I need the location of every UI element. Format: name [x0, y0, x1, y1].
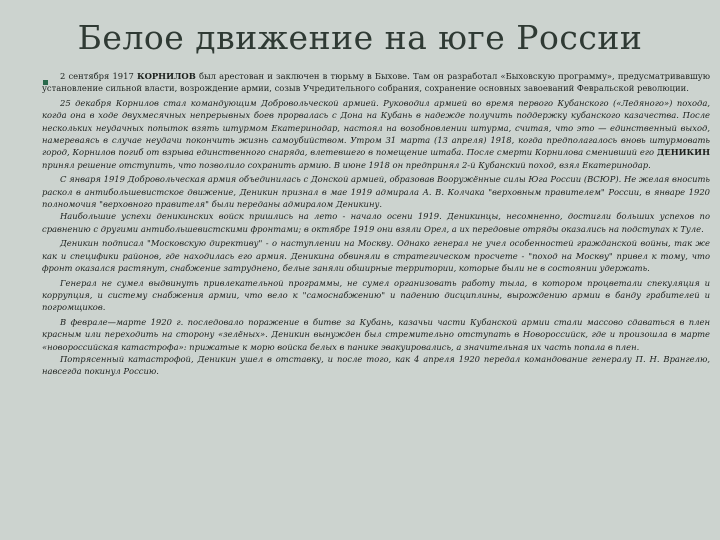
paragraph-text: В феврале—марте 1920 г. последовало поражение в битве за Кубань, казачьи части Кубанской армии стали массово сдаваться в плен красным или переходить на сторону «зелёных». Деникин вынужден был стремительно отступать в Новороссийск, где и произошла в марте «новороссийская катастрофа»: прижатые к морю войска белых в панике эвакуировались, а значительная их часть попала в плен. [42, 316, 710, 352]
paragraph-8 [42, 353, 710, 378]
emphasized-name: ДЕНИКИН [656, 147, 710, 158]
paragraph-text: 2 сентября 1917 [60, 71, 137, 81]
paragraph-text: Генерал не сумел выдвинуть привлекательной программы, не сумел организовать работу тыла, в котором процветали спекуляция и коррупция, и систему снабжения армии, что вело к "самоснабжению" и падению дисциплины, вырождению армии в банду грабителей и погромщиков. [42, 277, 710, 313]
paragraph-7 [42, 316, 710, 353]
paragraph-3 [42, 173, 710, 210]
paragraph-1 [42, 70, 710, 95]
paragraph-text: 25 декабря Корнилов стал командующим Добровольческой армией. Руководил армией во время первого Кубанского («Ледяного») похода, когда она в ходе двухмесячных непрерывных боев прорвалась с Дона на Кубань в надежде получить поддержку кубанского казачества. После нескольких неудачных попыток взять штурмом Екатеринодар, настоял на возобновлении штурма, считая, что это — единственный выход, намереваясь в случае неудачи покончить жизнь самоубийством. Утром 31 марта (13 апреля) 1918, когда предполагалось вновь штурмовать город, Корнилов погиб от взрыва единственного снаряда, влетевшего в помещение штаба. После смерти Корнилова сменивший его [42, 97, 710, 158]
paragraph-text: принял решение отступить, что позволило сохранить армию. В июне 1918 он предпринял 2-й Кубанский поход, взял Екатеринодар. [42, 159, 651, 170]
slide-title: Белое движение на юге России [77, 18, 643, 57]
emphasized-name: КОРНИЛОВ [136, 71, 196, 81]
paragraph-2 [42, 97, 710, 171]
paragraph-text: Потрясенный катастрофой, Деникин ушел в отставку, и после того, как 4 апреля 1920 передал командование генералу П. Н. Врангелю, навсегда покинул Россию. [42, 353, 710, 377]
paragraph-text: Деникин подписал "Московскую директиву" - о наступлении на Москву. Однако генерал не учел особенностей гражданской войны, так же как и специфики районов, где находилась его армия. Деникина обвиняли в стратегическом просчете - "поход на Москву" привел к тому, что фронт оказался растянут, снабжение затруднено, белые заняли обширные территории, которые были не в состоянии удержать. [42, 238, 710, 274]
paragraph-4 [42, 210, 710, 235]
paragraph-text: был арестован и заключен в тюрьму в Быхове. Там он разработал «Быховскую программу», предусматривавшую установление сильной власти, возрождение армии, созыв Учредительного собрания, сохранение основных завоеваний Февральской революции. [42, 71, 710, 94]
paragraph-text: Наибольшие успехи деникинских войск пришлись на лето - начало осени 1919. Деникинцы, несомненно, достигли больших успехов по сравнению с другими антибольшевистскими фронтами; в октябре 1919 они взяли Орел, а их передовые отряды оказались на подступах к Туле. [42, 211, 710, 234]
paragraph-6 [42, 277, 710, 314]
slide-body [42, 70, 710, 378]
paragraph-text: С января 1919 Добровольческая армия объединилась с Донской армией, образовав Вооружённые силы Юга России (ВСЮР). Не желая вносить раскол в антибольшевистское движение, Деникин признал в мае 1919 адмирала А. В. Колчака "верховным правителем" России, в январе 1920 полномочия "верховного правителя" были переданы адмиралом Деникину. [42, 174, 710, 210]
paragraph-5 [42, 237, 710, 274]
